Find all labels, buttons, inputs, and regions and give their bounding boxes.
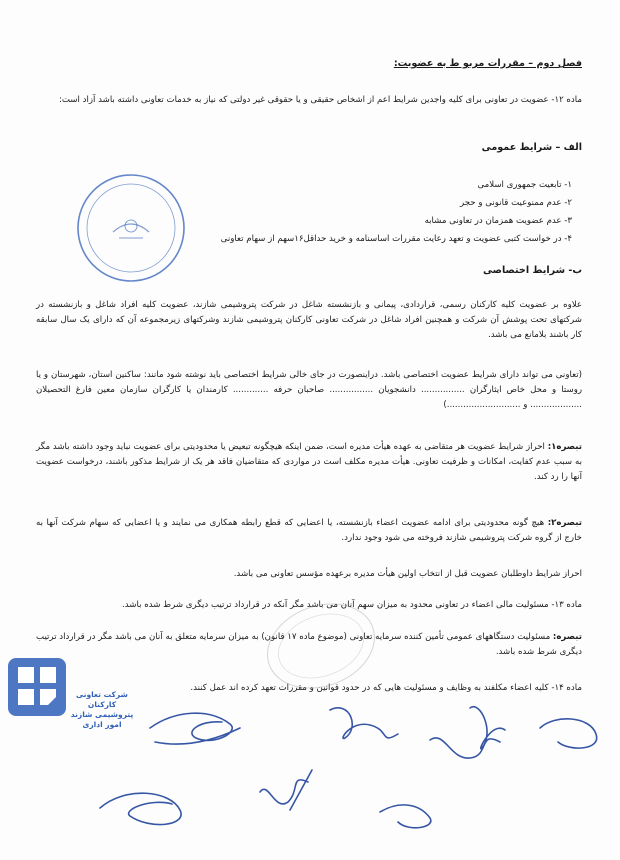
stamp-line: امور اداری xyxy=(82,720,122,729)
signature xyxy=(380,805,431,828)
note-1 xyxy=(36,440,582,485)
note-1-label: تبصره۱: xyxy=(547,442,582,452)
note-2-text: هیچ گونه محدودیتی برای ادامه عضویت اعضاء بازنشسته، یا اعضایی که قطع رابطه همکاری می نمایند و یا اعضایی که سهام شرکت آنها به خارج از گروه شرکت پتروشیمی شازند فروخته می شود وجود ندارد. xyxy=(36,518,582,543)
article-14: ماده ۱۴- کلیه اعضاء مکلفند به وظایف و مسئولیت هایی که در حدود قوانین و مقررات تعهد کرده اند عمل کنند. xyxy=(190,683,582,693)
optional-conditions-paragraph: (تعاونی می تواند دارای شرایط عضویت اختصاصی باشد. دراینصورت در جای خالی شرایط اختصاصی باید نوشته شود مانند: ساکنین استان، شهرستان و یا روستا و محل خاص ایثارگران ................ دانشجویان ................ صاحبان حرفه ............. کارمندان یا کارگران سازمان معین فارغ التحصیلان ................... و ...........................) xyxy=(36,370,582,410)
chapter-title: فصل دوم – مقررات مربو ط به عضویت: xyxy=(393,58,582,69)
signature xyxy=(430,738,500,758)
signature xyxy=(100,793,181,824)
note-3-label: تبصره: xyxy=(552,632,582,642)
faint-oval-stamp xyxy=(262,600,380,692)
special-conditions-heading: ب- شرایط اختصاصی xyxy=(482,265,582,276)
list-item: ۴- در خواست کتبی عضویت و تعهد رعایت مقررات اساسنامه و خرید حداقل۱۶سهم از سهام تعاونی xyxy=(220,234,572,244)
stamp-line: پتروشیمی شازند xyxy=(70,710,134,719)
stamp-line: شرکت تعاونی کارکنان xyxy=(76,690,128,709)
general-conditions-list xyxy=(172,176,572,248)
signature xyxy=(330,708,398,739)
note-1-text: احراز شرایط عضویت هر متقاضی به عهده هیأت مدیره است، ضمن اینکه هیچگونه تبعیض یا محدودیتی برای عضویت نباید وجود داشته باشد مگر به سبب عدم کفایت، امکانات و ظرفیت تعاونی. هیأت مدیره مکلف است در مواردی که متقاضیان فاقد هر یک از شرایط مذکور باشند، درخواست عضویت آنها را رد کند. xyxy=(36,442,582,482)
general-conditions-heading: الف – شرایط عمومی xyxy=(481,142,582,153)
article-12: ماده ۱۲- عضویت در تعاونی برای کلیه واجدین شرایط اعم از اشخاص حقیقی و یا حقوقی غیر دولتی که نیاز به خدمات تعاونی داشته باشد آزاد است: xyxy=(58,95,582,105)
signature xyxy=(540,719,597,748)
list-item: ۱- تابعیت جمهوری اسلامی xyxy=(477,180,572,190)
signature xyxy=(290,770,312,810)
list-item: ۲- عدم ممنوعیت قانونی و حجر xyxy=(460,198,572,208)
founders-paragraph: احراز شرایط داوطلبان عضویت قبل از انتخاب اولین هیأت مدیره برعهده مؤسس تعاونی می باشد. xyxy=(233,569,582,579)
signatures xyxy=(0,690,620,860)
signature xyxy=(155,728,240,744)
note-2-label: تبصره۲: xyxy=(547,518,582,528)
note-2 xyxy=(36,516,582,546)
official-round-stamp xyxy=(75,172,187,284)
list-item: ۳- عدم عضویت همزمان در تعاونی مشابه xyxy=(424,216,572,226)
special-conditions-paragraph: علاوه بر عضویت کلیه کارکنان رسمی، قراردادی، پیمانی و بازنشسته شاغل در شرکت پتروشیمی شازند، عضویت کلیه افراد شاغل و بازنشسته در شرکتهای تحت پوشش آن شرکت و همچنین افراد شاغل در شرکت تعاونی کارکنان پتروشیمی شازند وشرکتهای زیرمجموعه آن که دارای یک سال سابقه کار باشند بلامانع می باشد. xyxy=(36,300,582,340)
article-13: ماده ۱۳- مسئولیت مالی اعضاء در تعاونی محدود به میزان سهم آنان می باشد مگر آنکه در قرارداد ترتیب دیگری شرط شده باشد. xyxy=(122,600,582,610)
note-3-text: مسئولیت دستگاههای عمومی تأمین کننده سرمایه تعاونی (موضوع ماده ۱۷ قانون) به میزان سرمایه متعلق به آنان می باشد مگر در قرارداد ترتیب دیگری شرط شده باشد. xyxy=(36,632,582,657)
